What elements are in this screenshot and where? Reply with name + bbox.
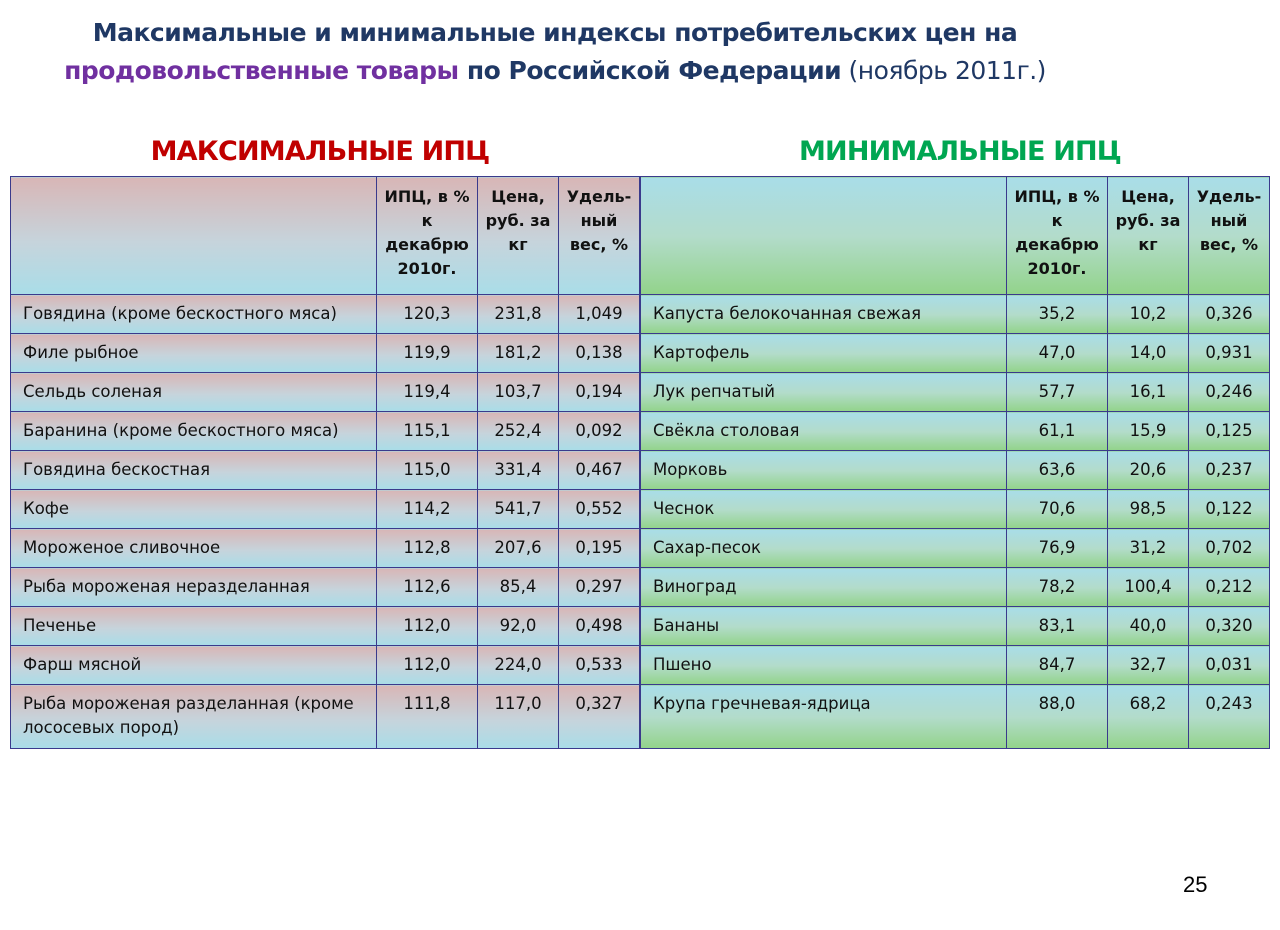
product-name-cell: Рыба мороженая разделанная (кроме лососевых пород)	[11, 685, 377, 749]
product-name-cell: Филе рыбное	[11, 334, 377, 373]
max-cpi-heading: МАКСИМАЛЬНЫЕ ИПЦ	[150, 136, 490, 167]
price-cell: 31,2	[1108, 529, 1189, 568]
header-weight: Удель-ный вес, %	[559, 177, 640, 295]
cpi-cell: 119,4	[377, 373, 478, 412]
weight-cell: 0,212	[1189, 568, 1270, 607]
price-cell: 10,2	[1108, 295, 1189, 334]
table-row	[641, 529, 1270, 568]
cpi-cell: 57,7	[1007, 373, 1108, 412]
table-row	[641, 490, 1270, 529]
table-row	[11, 451, 640, 490]
table-row	[641, 412, 1270, 451]
product-name-cell: Мороженое сливочное	[11, 529, 377, 568]
product-name-cell: Пшено	[641, 646, 1007, 685]
cpi-cell: 114,2	[377, 490, 478, 529]
price-cell: 181,2	[478, 334, 559, 373]
table-row	[11, 412, 640, 451]
cpi-cell: 115,0	[377, 451, 478, 490]
min-cpi-heading: МИНИМАЛЬНЫЕ ИПЦ	[798, 136, 1122, 167]
weight-cell: 0,320	[1189, 607, 1270, 646]
page-title	[0, 14, 1110, 90]
weight-cell: 0,092	[559, 412, 640, 451]
table-row	[641, 568, 1270, 607]
price-cell: 541,7	[478, 490, 559, 529]
weight-cell: 0,246	[1189, 373, 1270, 412]
price-cell: 92,0	[478, 607, 559, 646]
price-cell: 40,0	[1108, 607, 1189, 646]
cpi-cell: 84,7	[1007, 646, 1108, 685]
cpi-cell: 70,6	[1007, 490, 1108, 529]
cpi-cell: 76,9	[1007, 529, 1108, 568]
cpi-cell: 83,1	[1007, 607, 1108, 646]
weight-cell: 0,533	[559, 646, 640, 685]
cpi-cell: 88,0	[1007, 685, 1108, 749]
product-name-cell: Бананы	[641, 607, 1007, 646]
weight-cell: 0,195	[559, 529, 640, 568]
price-cell: 98,5	[1108, 490, 1189, 529]
table-row	[641, 646, 1270, 685]
price-cell: 331,4	[478, 451, 559, 490]
cpi-cell: 111,8	[377, 685, 478, 749]
cpi-cell: 119,9	[377, 334, 478, 373]
price-cell: 20,6	[1108, 451, 1189, 490]
product-name-cell: Чеснок	[641, 490, 1007, 529]
weight-cell: 0,498	[559, 607, 640, 646]
product-name-cell: Крупа гречневая-ядрица	[641, 685, 1007, 749]
title-line-2	[0, 52, 1110, 90]
header-cpi: ИПЦ, в % к декабрю 2010г.	[1007, 177, 1108, 295]
table-row	[11, 607, 640, 646]
weight-cell: 1,049	[559, 295, 640, 334]
price-cell: 15,9	[1108, 412, 1189, 451]
price-cell: 32,7	[1108, 646, 1189, 685]
cpi-cell: 112,0	[377, 607, 478, 646]
product-name-cell: Печенье	[11, 607, 377, 646]
weight-cell: 0,125	[1189, 412, 1270, 451]
price-cell: 252,4	[478, 412, 559, 451]
product-name-cell: Сахар-песок	[641, 529, 1007, 568]
weight-cell: 0,702	[1189, 529, 1270, 568]
product-name-cell: Виноград	[641, 568, 1007, 607]
product-name-cell: Свёкла столовая	[641, 412, 1007, 451]
header-price: Цена, руб. за кг	[478, 177, 559, 295]
max-cpi-table-body	[11, 295, 640, 749]
header-product	[11, 177, 377, 295]
price-cell: 68,2	[1108, 685, 1189, 749]
price-cell: 224,0	[478, 646, 559, 685]
product-name-cell: Сельдь соленая	[11, 373, 377, 412]
product-name-cell: Лук репчатый	[641, 373, 1007, 412]
product-name-cell: Говядина (кроме бескостного мяса)	[11, 295, 377, 334]
price-cell: 14,0	[1108, 334, 1189, 373]
table-row	[11, 490, 640, 529]
price-cell: 117,0	[478, 685, 559, 749]
cpi-cell: 61,1	[1007, 412, 1108, 451]
weight-cell: 0,194	[559, 373, 640, 412]
table-row	[11, 334, 640, 373]
weight-cell: 0,237	[1189, 451, 1270, 490]
weight-cell: 0,122	[1189, 490, 1270, 529]
cpi-cell: 78,2	[1007, 568, 1108, 607]
cpi-cell: 63,6	[1007, 451, 1108, 490]
table-row	[11, 373, 640, 412]
product-name-cell: Говядина бескостная	[11, 451, 377, 490]
weight-cell: 0,297	[559, 568, 640, 607]
product-name-cell: Морковь	[641, 451, 1007, 490]
price-cell: 16,1	[1108, 373, 1189, 412]
product-name-cell: Рыба мороженая неразделанная	[11, 568, 377, 607]
table-row	[641, 334, 1270, 373]
table-row	[641, 373, 1270, 412]
title-date: (ноябрь 2011г.)	[841, 56, 1046, 85]
cpi-cell: 35,2	[1007, 295, 1108, 334]
table-row	[641, 685, 1270, 749]
price-cell: 85,4	[478, 568, 559, 607]
price-cell: 207,6	[478, 529, 559, 568]
header-weight: Удель-ный вес, %	[1189, 177, 1270, 295]
weight-cell: 0,243	[1189, 685, 1270, 749]
price-cell: 231,8	[478, 295, 559, 334]
cpi-cell: 47,0	[1007, 334, 1108, 373]
header-product	[641, 177, 1007, 295]
title-line-1: Максимальные и минимальные индексы потребительских цен на	[92, 18, 1018, 47]
title-bold-part: по Российской Федерации	[458, 56, 842, 85]
table-row	[641, 607, 1270, 646]
cpi-cell: 112,6	[377, 568, 478, 607]
price-cell: 100,4	[1108, 568, 1189, 607]
table-header-row	[11, 177, 640, 295]
table-row	[11, 685, 640, 749]
weight-cell: 0,467	[559, 451, 640, 490]
table-row	[11, 568, 640, 607]
weight-cell: 0,138	[559, 334, 640, 373]
weight-cell: 0,031	[1189, 646, 1270, 685]
min-cpi-table-body	[641, 295, 1270, 749]
max-cpi-table	[10, 176, 640, 749]
product-name-cell: Картофель	[641, 334, 1007, 373]
table-row	[641, 295, 1270, 334]
table-header-row	[641, 177, 1270, 295]
weight-cell: 0,931	[1189, 334, 1270, 373]
page-number: 25	[1183, 872, 1208, 897]
table-row	[11, 646, 640, 685]
product-name-cell: Фарш мясной	[11, 646, 377, 685]
table-row	[11, 529, 640, 568]
title-highlight: продовольственные товары	[64, 56, 459, 85]
cpi-cell: 115,1	[377, 412, 478, 451]
min-cpi-table	[640, 176, 1270, 749]
weight-cell: 0,327	[559, 685, 640, 749]
product-name-cell: Капуста белокочанная свежая	[641, 295, 1007, 334]
cpi-cell: 120,3	[377, 295, 478, 334]
header-cpi: ИПЦ, в % к декабрю 2010г.	[377, 177, 478, 295]
table-row	[11, 295, 640, 334]
header-price: Цена, руб. за кг	[1108, 177, 1189, 295]
table-row	[641, 451, 1270, 490]
cpi-cell: 112,8	[377, 529, 478, 568]
product-name-cell: Кофе	[11, 490, 377, 529]
price-cell: 103,7	[478, 373, 559, 412]
product-name-cell: Баранина (кроме бескостного мяса)	[11, 412, 377, 451]
weight-cell: 0,552	[559, 490, 640, 529]
weight-cell: 0,326	[1189, 295, 1270, 334]
cpi-cell: 112,0	[377, 646, 478, 685]
